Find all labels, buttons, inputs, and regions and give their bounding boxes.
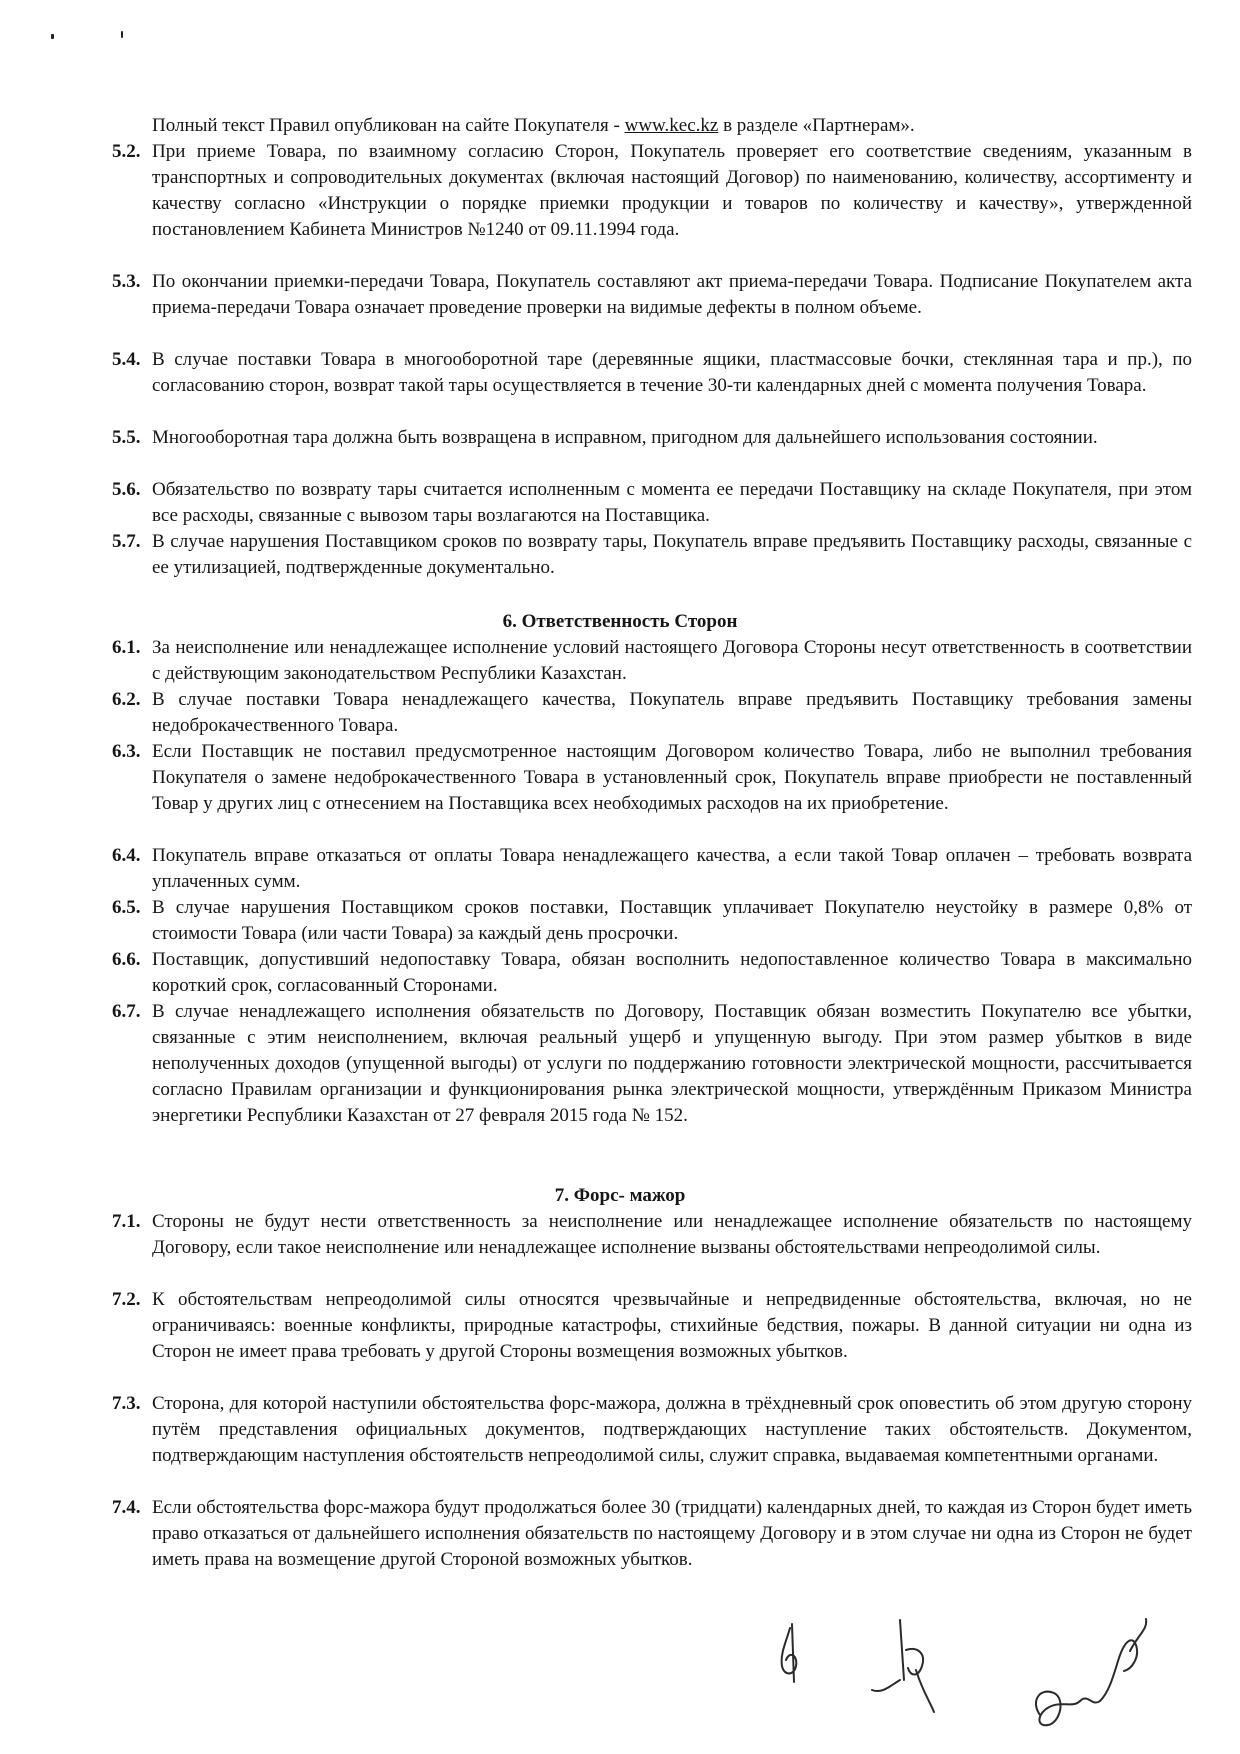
clause-text: За неисполнение или ненадлежащее исполнение условий настоящего Договора Стороны несут ответственность в соответствии с действующим законодательством Республики Казахстан. [152,637,1192,684]
clause-number: 5.4. [112,349,141,370]
clause-text: В случае нарушения Поставщиком сроков поставки, Поставщик уплачивает Покупателю неустойку в размере 0,8% от стоимости Товара (или части Товара) за каждый день просрочки. [152,897,1192,944]
clause-5-7 [112,529,1192,581]
section-heading-6: 6. Ответственность Сторон [502,611,738,632]
initial-signature-2 [860,1610,950,1720]
clause-text: При приеме Товара, по взаимному согласию Сторон, Покупатель проверяет его соответствие сведениям, указанным в транспортных и сопроводительных документах (включая настоящий Договор) по наименованию, количеству, ассортименту и качеству согласно «Инструкции о порядке приемки продукции и товаров по количеству и качеству», утвержденной постановлением Кабинета Министров №1240 от 09.11.1994 года. [152,141,1192,240]
intro-line [152,113,1192,139]
clause-text: В случае поставки Товара в многооборотной таре (деревянные ящики, пластмассовые бочки, стеклянная тара и пр.), по согласованию сторон, возврат такой тары осуществляется в течение 30-ти календарных дней с момента получения Товара. [152,349,1192,396]
intro-text-end: в разделе «Партнерам». [718,115,915,136]
clause-6-3 [112,739,1192,817]
clause-number: 7.4. [112,1497,141,1518]
clause-6-7 [112,999,1192,1129]
clause-text: В случае поставки Товара ненадлежащего качества, Покупатель вправе предъявить Поставщику требования замены недоброкачественного Товара. [152,689,1192,736]
section-heading-7: 7. Форс- мажор [554,1185,686,1206]
clause-text: По окончании приемки-передачи Товара, Покупатель составляют акт приема-передачи Товара. Подписание Покупателем акта приема-передачи Товара означает проведение проверки на видимые дефекты в полном объеме. [152,271,1192,318]
clause-number: 5.6. [112,479,141,500]
clause-number: 7.3. [112,1393,141,1414]
clause-number: 5.3. [112,271,141,292]
clause-5-2 [112,139,1192,243]
clause-number: 6.6. [112,949,141,970]
initial-signature-3 [1020,1605,1170,1745]
scan-speck [51,34,54,39]
clause-text: Обязательство по возврату тары считается исполненным с момента ее передачи Поставщику на складе Покупателя, при этом все расходы, связанные с вывозом тары возлагаются на Поставщика. [152,479,1192,526]
clause-5-3 [112,269,1192,321]
clause-number: 6.2. [112,689,141,710]
clause-number: 5.2. [112,141,141,162]
clause-text: Поставщик, допустивший недопоставку Товара, обязан восполнить недопоставленное количество Товара в максимально короткий срок, согласованный Сторонами. [152,949,1192,996]
clause-6-5 [112,895,1192,947]
scan-speck [121,31,123,38]
clause-7-1 [112,1209,1192,1261]
clause-5-4 [112,347,1192,399]
clause-text: Стороны не будут нести ответственность за неисполнение или ненадлежащее исполнение обязательств по настоящему Договору, если такое неисполнение или ненадлежащее исполнение вызваны обстоятельствами непреодолимой силы. [152,1211,1192,1258]
clause-number: 6.3. [112,741,141,762]
clause-number: 6.7. [112,1001,141,1022]
clause-5-5 [112,425,1192,451]
clause-7-3 [112,1391,1192,1469]
clause-number: 6.1. [112,637,141,658]
clause-number: 5.5. [112,427,141,448]
clause-number: 5.7. [112,531,141,552]
initial-signature-1 [760,1620,820,1700]
website-link[interactable]: www.kec.kz [624,115,719,136]
clause-number: 7.2. [112,1289,141,1310]
clause-text: Многооборотная тара должна быть возвращена в исправном, пригодном для дальнейшего использования состоянии. [152,427,1098,448]
clause-6-1 [112,635,1192,687]
intro-text: Полный текст Правил опубликован на сайте Покупателя - [152,115,625,136]
clause-text: Покупатель вправе отказаться от оплаты Товара ненадлежащего качества, а если такой Товар оплачен – требовать возврата уплаченных сумм. [152,845,1192,892]
clause-5-6 [112,477,1192,529]
clause-text: Если Поставщик не поставил предусмотренное настоящим Договором количество Товара, либо не выполнил требования Покупателя о замене недоброкачественного Товара в установленный срок, Покупатель вправе приобрести не поставленный Товар у других лиц с отнесением на Поставщика всех необходимых расходов на их приобретение. [152,741,1192,814]
clause-text: Сторона, для которой наступили обстоятельства форс-мажора, должна в трёхдневный срок оповестить об этом другую сторону путём представления официальных документов, подтверждающих наступление таких обстоятельств. Документом, подтверждающим наступления обстоятельств непреодолимой силы, служит справка, выдаваемая компетентными органами. [152,1393,1192,1466]
clause-text: Если обстоятельства форс-мажора будут продолжаться более 30 (тридцати) календарных дней, то каждая из Сторон будет иметь право отказаться от дальнейшего исполнения обязательств по настоящему Договору и в этом случае ни одна из Сторон не будет иметь права на возмещение другой Стороной возможных убытков. [152,1497,1192,1570]
clause-text: В случае ненадлежащего исполнения обязательств по Договору, Поставщик обязан возместить Покупателю все убытки, связанные с этим неисполнением, включая реальный ущерб и упущенную выгоду. При этом размер убытков в виде неполученных доходов (упущенной выгоды) от услуги по поддержанию готовности электрической мощности, рассчитывается согласно Правилам организации и функционирования рынка электрической мощности, утверждённым Приказом Министра энергетики Республики Казахстан от 27 февраля 2015 года № 152. [152,1001,1192,1126]
clause-number: 6.4. [112,845,141,866]
clause-number: 7.1. [112,1211,141,1232]
clause-text: В случае нарушения Поставщиком сроков по возврату тары, Покупатель вправе предъявить Поставщику расходы, связанные с ее утилизацией, подтвержденные документально. [152,531,1192,578]
clause-text: К обстоятельствам непреодолимой силы относятся чрезвычайные и непредвиденные обстоятельства, включая, но не ограничиваясь: военные конфликты, природные катастрофы, стихийные бедствия, пожары. В данной ситуации ни одна из Сторон не имеет права требовать у другой Стороны возмещения возможных убытков. [152,1289,1192,1362]
clause-7-4 [112,1495,1192,1573]
clause-7-2 [112,1287,1192,1365]
clause-6-2 [112,687,1192,739]
clause-6-4 [112,843,1192,895]
clause-number: 6.5. [112,897,141,918]
clause-6-6 [112,947,1192,999]
